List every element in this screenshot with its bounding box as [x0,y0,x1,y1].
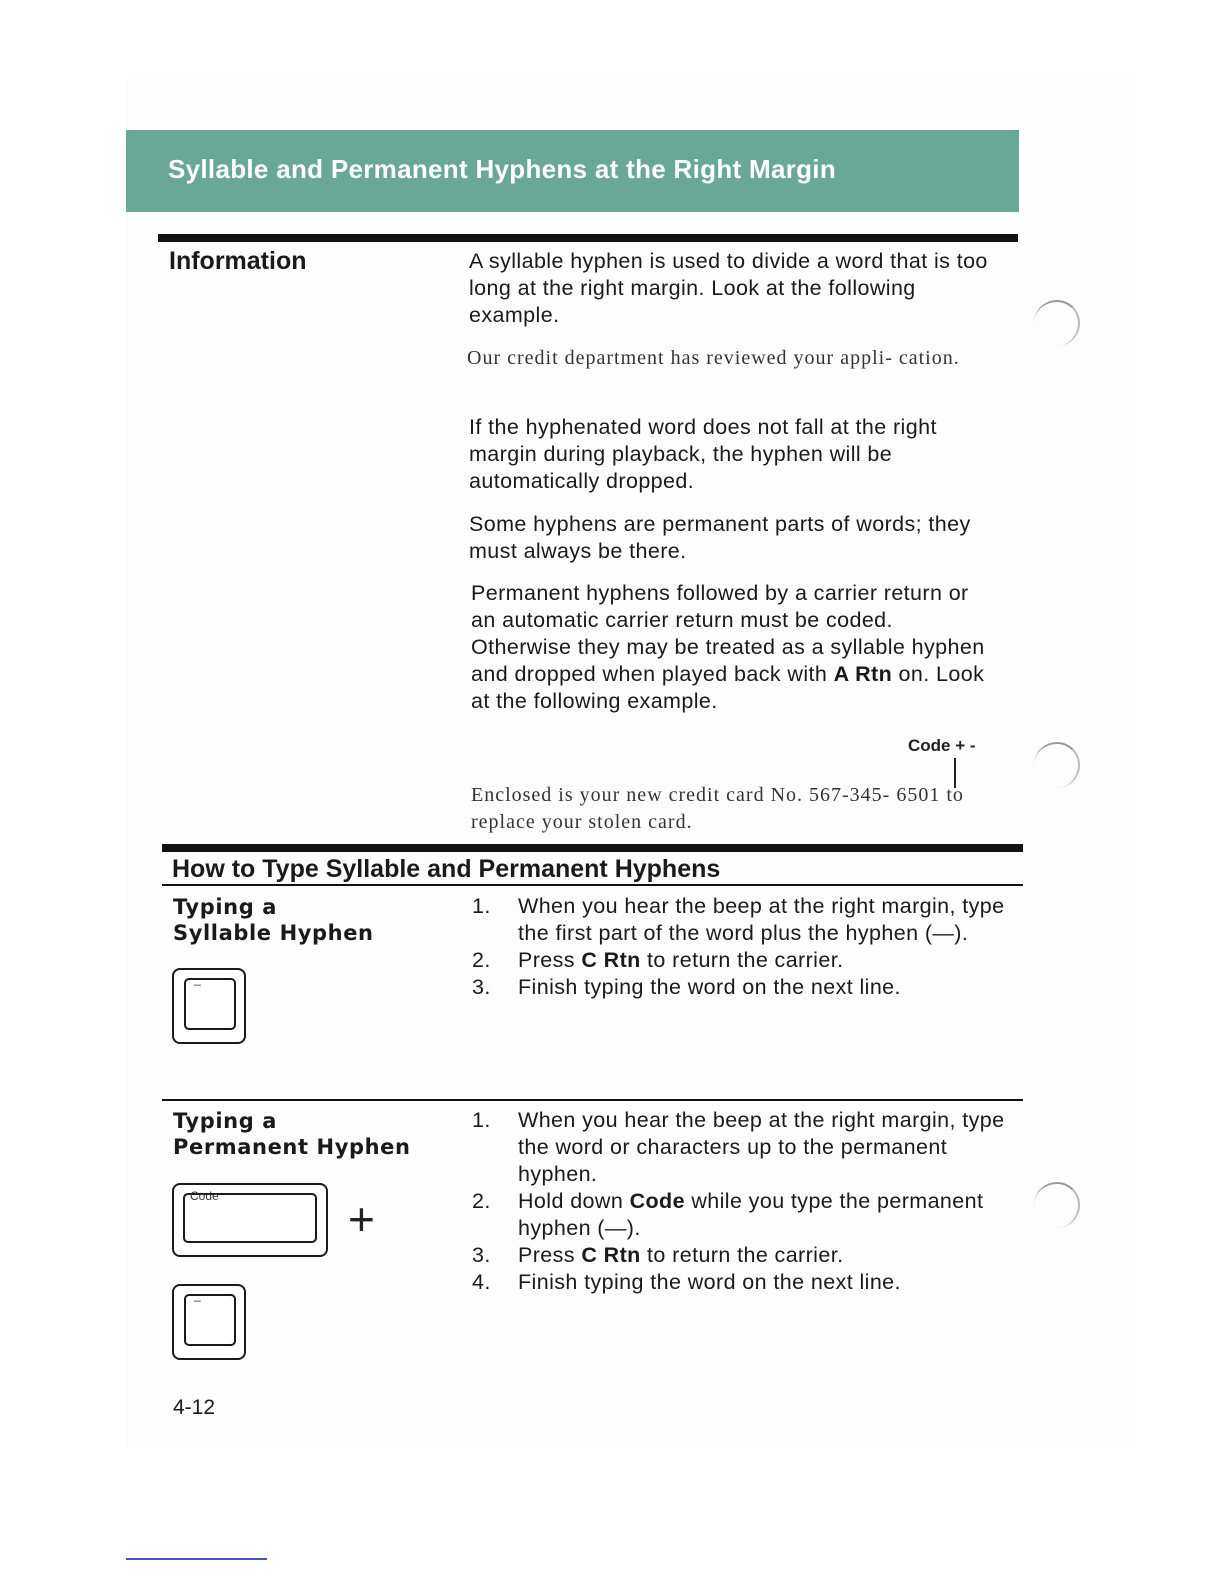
plus-sign: + [348,1193,375,1245]
permanent-step-1 [472,1107,1012,1188]
punch-hole-middle [1034,742,1080,788]
information-paragraph-1: A syllable hyphen is used to divide a word that is too long at the right margin. Look at the following example. [469,249,988,327]
page-title: Syllable and Permanent Hyphens at the Right Margin [168,154,837,184]
howto-underline [162,884,1023,886]
step-text-pre: Hold down [518,1189,624,1213]
step-text-post: to return the carrier. [647,1243,844,1267]
footer-link-line [126,1558,267,1560]
step-number: 3. [472,1243,491,1267]
step-number: 1. [472,1108,491,1132]
syllable-heading-line-1: Typing a [173,895,278,919]
step-text-pre: Press [518,1243,575,1267]
step-text: Finish typing the word on the next line. [518,975,901,999]
hyphen-key-face [184,978,236,1030]
step-text-pre: Press [518,948,575,972]
information-rule [158,234,1018,242]
syllable-heading-line-2: Syllable Hyphen [173,921,374,945]
syllable-steps [472,893,1012,1001]
step-number: 2. [472,1189,491,1213]
title-banner [126,130,1019,212]
code-key-name: Code [629,1189,685,1213]
step-number: 4. [472,1270,491,1294]
permanent-hyphen-heading [173,1108,411,1160]
syllable-step-3 [472,974,1012,1001]
step-text: Finish typing the word on the next line. [518,1270,901,1294]
step-text: When you hear the beep at the right margin, type the word or characters up to the permanent hyphen. [518,1108,1005,1186]
code-key-icon [172,1183,328,1257]
syllable-step-1 [472,893,1012,947]
c-rtn-key-name: C Rtn [581,1243,641,1267]
howto-heading: How to Type Syllable and Permanent Hyphens [172,855,721,883]
syllable-step-2 [472,947,1012,974]
howto-rule [162,844,1023,852]
example-sentence-2: Enclosed is your new credit card No. 567-345- 6501 to replace your stolen card. [471,784,964,833]
code-key-legend: Code [190,1189,219,1203]
step-number: 2. [472,948,491,972]
syllable-hyphen-heading [173,894,374,946]
permanent-heading-line-2: Permanent Hyphen [173,1135,411,1159]
hyphen-key-legend: _ [194,1288,201,1302]
c-rtn-key-name: C Rtn [581,948,641,972]
information-heading: Information [169,247,307,275]
hyphen-key-icon [172,1284,246,1360]
step-number: 1. [472,894,491,918]
hyphen-key-legend: _ [194,972,201,986]
permanent-step-4 [472,1269,1012,1296]
paragraph-4-text-a: Permanent hyphens followed by a carrier return or an automatic carrier return must be coded. Otherwise they may be treated as a syllable hyphen and dropped when played back with [471,581,985,686]
punch-hole-top [1034,300,1080,346]
information-paragraph-4 [471,580,991,715]
permanent-step-3 [472,1242,1012,1269]
step-text-post: to return the carrier. [647,948,844,972]
permanent-heading-line-1: Typing a [173,1109,278,1133]
punch-hole-bottom [1034,1182,1080,1228]
hyphen-key-face [184,1294,236,1346]
a-rtn-key-name: A Rtn [833,662,893,686]
paragraph-4-text-b: on. Look at the following example. [471,662,985,713]
subsection-divider [162,1099,1023,1101]
step-text-post: while you type the permanent hyphen (—). [518,1189,984,1240]
permanent-steps [472,1107,1012,1296]
example-sentence-1: Our credit department has reviewed your appli- cation. [467,347,960,369]
information-paragraph-3: Some hyphens are permanent parts of words; they must always be there. [469,512,971,563]
permanent-step-2 [472,1188,1012,1242]
step-number: 3. [472,975,491,999]
step-text: When you hear the beep at the right margin, type the first part of the word plus the hyphen (—). [518,894,1005,945]
hyphen-key-icon [172,968,246,1044]
code-hyphen-callout: Code + - [908,736,976,755]
information-paragraph-2: If the hyphenated word does not fall at the right margin during playback, the hyphen will be automatically dropped. [469,415,937,493]
page-number: 4-12 [173,1396,216,1419]
